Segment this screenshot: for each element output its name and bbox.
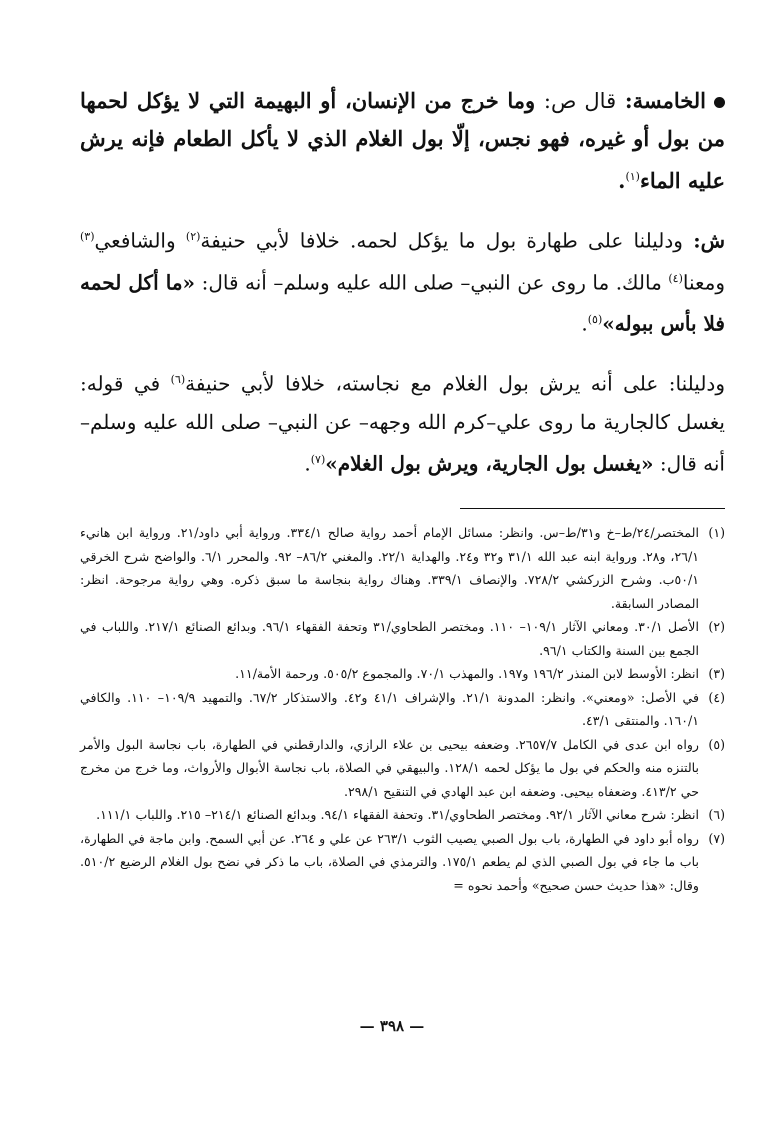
sharh-text-a: ودليلنا على طهارة بول ما يؤكل لحمه. خلافا لأبي حنيفة — [200, 228, 683, 253]
footnote-item — [80, 827, 725, 898]
footnote-ref-5[interactable]: (٥) — [587, 313, 603, 327]
sharh-text-f: في قوله: يغسل كالجارية ما روى علي–كرم الله وجهه– عن النبي– صلى الله عليه وسلم– أنه قال: — [80, 371, 725, 476]
footnote-text: انظر: شرح معاني الآثار ٩٢/١. ومختصر الطحاوي/٣١. وتحفة الفقهاء ٩٤/١. وبدائع الصنائع ٢١٤/١– ٢١٥. واللباب ١١١/١. — [96, 807, 699, 823]
footnote-ref-7[interactable]: (٧) — [310, 452, 326, 466]
footnote-ref-2[interactable]: (٢) — [185, 230, 201, 243]
footnote-item — [80, 803, 725, 827]
footnote-ref-4[interactable]: (٤) — [668, 271, 683, 285]
sharh-text-e: ودليلنا: على أنه يرش بول الغلام مع نجاسته، خلافا لأبي حنيفة — [185, 371, 725, 396]
footnote-text: رواه ابن عدى في الكامل ٢٦٥٧/٧. وضعفه بيحيى بن علاء الرازي، والدارقطني في الطهارة، باب نجاسة البول والأمر بالتنزه منه والحكم في بول ما يؤكل لحمه ١٢٨/١. والبيهقي في الصلاة، باب نجاسة الأبوال والأرواث، وما خرج من مخرج حي ٤١٣/٢. وضعفاه بيحيى. وضعفه ابن عبد الهادي في التنقيح ٢٩٨/١. — [80, 736, 700, 799]
footnote-ref-6[interactable]: (٦) — [170, 372, 186, 386]
page-number: — ٣٩٨ — — [359, 1017, 425, 1035]
main-text — [80, 82, 725, 482]
footnote-ref-1[interactable]: (١) — [625, 170, 640, 183]
footnote-number: (١) — [708, 525, 725, 541]
period: . — [581, 311, 588, 336]
section-lead: الخامسة: — [624, 88, 707, 113]
hadith-quote-1: «ما أكل لحمه فلا بأس ببوله» — [80, 270, 725, 336]
footnote-number: (٧) — [708, 830, 725, 846]
footnote-number: (٣) — [708, 666, 725, 682]
sharh-text-b: والشافعي — [94, 228, 176, 253]
sharh-text-c: ومعنا — [682, 270, 726, 295]
footnote-divider — [460, 508, 725, 509]
footnote-text: رواه أبو داود في الطهارة، باب بول الصبي يصيب الثوب ٢٦٣/١ عن علي و ٢٦٤. عن أبي السمح. وابن ماجة في الطهارة، باب ما جاء في بول الصبي الذي لم يطعم ١٧٥/١. والترمذي في الصلاة، باب ما ذكر في نضح بول الغلام الرضيع ٥١٠/٢. وقال: «هذا حديث حسن صحيح» وأحمد نحوه = — [80, 830, 699, 893]
footnote-item — [80, 662, 725, 686]
paragraph-sharh-1 — [80, 218, 725, 343]
footnote-item — [80, 521, 725, 615]
page-body — [80, 82, 725, 897]
footnote-item — [80, 733, 725, 804]
matn-text: وما خرج من الإنسان، أو البهيمة التي لا يؤكل لحمها من بول أو غيره، فهو نجس، إلّا بول الغلام الذي لا يأكل الطعام فإنه يرش عليه الماء — [80, 88, 725, 193]
period: . — [618, 168, 626, 193]
footnote-number: (٤) — [708, 689, 725, 705]
footnote-text: الأصل ٣٠/١. ومعاني الآثار ١٠٩/١– ١١٠. ومختصر الطحاوي/٣١ وتحفة الفقهاء ٩٦/١. وبدائع الصنائع ٢١٧/١. واللباب في الجمع بين السنة والكتاب ٩٦/١. — [80, 619, 699, 658]
period: . — [304, 451, 311, 476]
paragraph-khamisa — [80, 82, 725, 200]
footnote-item — [80, 686, 725, 733]
sharh-text-d: مالك. ما روى عن النبي– صلى الله عليه وسلم– أنه قال: — [201, 270, 662, 295]
footnotes — [80, 521, 725, 897]
qala-label: قال ص: — [543, 89, 617, 113]
footnote-number: (٢) — [708, 619, 725, 635]
footnote-number: (٥) — [708, 736, 725, 752]
paragraph-sharh-2 — [80, 361, 725, 482]
footnote-item — [80, 615, 725, 662]
hadith-quote-2: «يغسل بول الجارية، ويرش بول الغلام» — [325, 451, 654, 476]
footnote-ref-3[interactable]: (٣) — [80, 230, 95, 243]
sharh-lead: ش: — [693, 228, 725, 253]
footnote-text: في الأصل: «ومعني». وانظر: المدونة ٢١/١. والإشراف ٤١/١ و٤٢. والاستذكار ٦٧/٢. والتمهيد ١٠٩/٩– ١١٠. والكافي ١٦٠/١. والمنتقى ٤٣/١. — [80, 689, 700, 729]
footnote-number: (٦) — [708, 807, 725, 823]
bullet-icon — [714, 97, 725, 108]
footnote-text: المختصر/٢٤/ط–خ و٣١/ط–س. وانظر: مسائل الإمام أحمد رواية صالح ٣٣٤/١. ورواية أبي داود/٢١. ورواية ابن هانيء ٢٦/١، و٢٨. ورواية ابنه عبد الله ٣١/١ و٣٢ و٢٤. والهداية ٢٢/١. والمغني ٨٦/٢– ٩٢. والمحرر ٦/١. والواضح شرح الخرقي ٥٠/١ب. وشرح الزركشي ٧٢٨/٢. والإنصاف ٣٣٩/١. وهناك رواية بنجاسة ما سبق ذكره. وهي رواية مرجوحة. انظر: المصادر السابقة. — [80, 525, 699, 611]
footnote-text: انظر: الأوسط لابن المنذر ١٩٦/٢ و١٩٧. والمهذب ٧٠/١. والمجموع ٥٠٥/٢. ورحمة الأمة/١١. — [235, 666, 699, 682]
